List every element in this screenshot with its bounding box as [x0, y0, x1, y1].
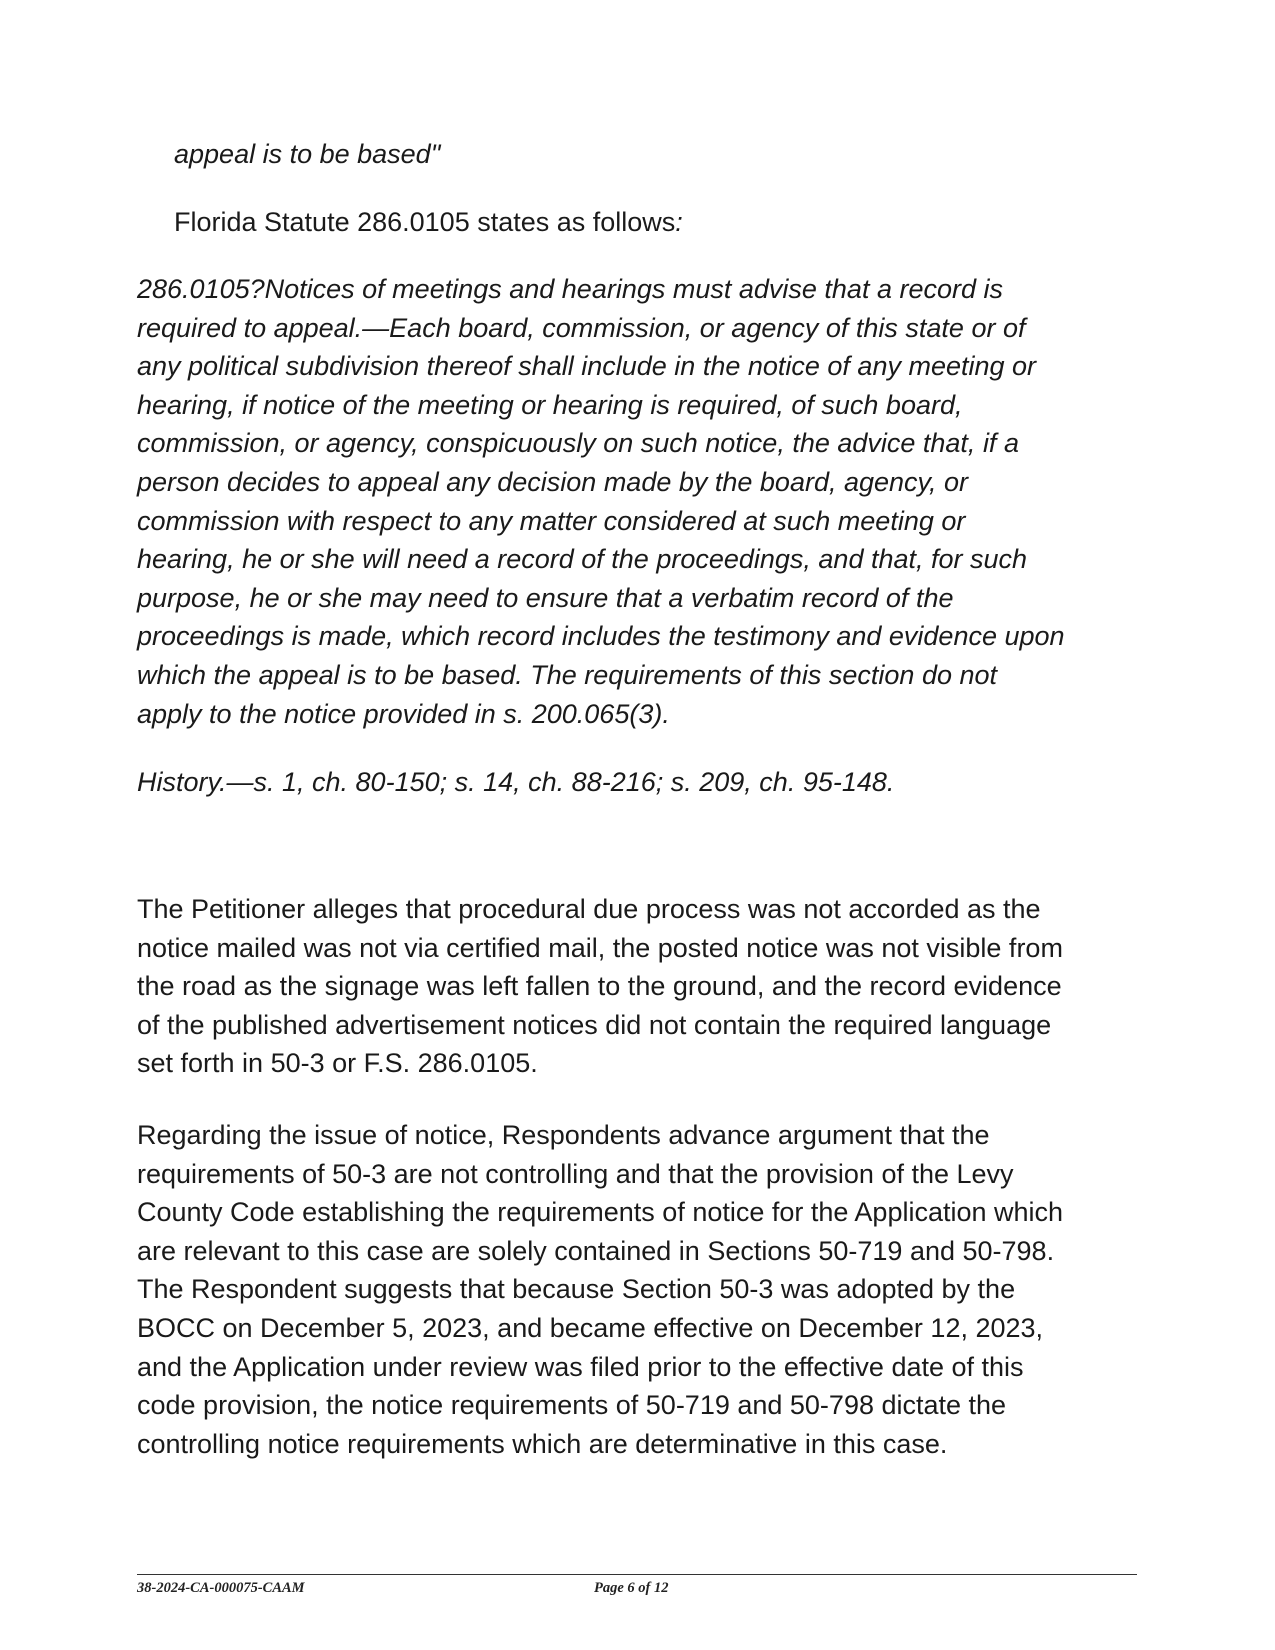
paragraph-line: are relevant to this case are solely contained in Sections 50-719 and 50-798. — [137, 1235, 1055, 1266]
statute-line: which the appeal is to be based. The requirements of this section do not — [137, 659, 998, 690]
statute-history: History.—s. 1, ch. 80-150; s. 14, ch. 88-216; s. 209, ch. 95-148. — [137, 767, 895, 797]
statute-line: required to appeal.—Each board, commission, or agency of this state or of — [137, 312, 1026, 343]
statute-line: 286.0105?Notices of meetings and hearings must advise that a record is — [137, 274, 1004, 304]
paragraph-line: County Code establishing the requirements of notice for the Application which — [137, 1197, 1064, 1228]
paragraph-petitioner-allegations — [137, 890, 1157, 1083]
statute-line: purpose, he or she may need to ensure that a verbatim record of the — [137, 582, 954, 613]
paragraph-line: and the Application under review was filed prior to the effective date of this — [137, 1351, 1024, 1382]
statute-intro-colon: : — [675, 207, 683, 237]
paragraph-line: BOCC on December 5, 2023, and became effective on December 12, 2023, — [137, 1312, 1044, 1343]
statute-line: proceedings is made, which record includes the testimony and evidence upon — [137, 621, 1065, 652]
statute-line: commission, or agency, conspicuously on such notice, the advice that, if a — [137, 428, 1019, 459]
footer-divider — [137, 1574, 1137, 1575]
statute-quotation — [137, 270, 1157, 733]
statute-line: hearing, he or she will need a record of the proceedings, and that, for such — [137, 544, 1028, 575]
paragraph-line: set forth in 50-3 or F.S. 286.0105. — [137, 1048, 538, 1079]
statute-line: commission with respect to any matter considered at such meeting or — [137, 505, 966, 536]
paragraph-line: The Petitioner alleges that procedural due process was not accorded as the — [137, 894, 1041, 924]
paragraph-respondent-argument — [137, 1116, 1157, 1463]
statute-line: person decides to appeal any decision made by the board, agency, or — [137, 466, 969, 497]
paragraph-line: notice mailed was not via certified mail, the posted notice was not visible from — [137, 932, 1063, 963]
statute-intro-text: Florida Statute 286.0105 states as follows — [174, 207, 676, 237]
footer-case-number: 38-2024-CA-000075-CAAM — [137, 1580, 305, 1596]
paragraph-line: the road as the signage was left fallen to the ground, and the record evidence — [137, 971, 1062, 1002]
paragraph-line: of the published advertisement notices did not contain the required language — [137, 1009, 1052, 1040]
statute-line: hearing, if notice of the meeting or hearing is required, of such board, — [137, 389, 963, 420]
statute-line: apply to the notice provided in s. 200.065(3). — [137, 698, 670, 729]
statute-intro — [174, 204, 683, 241]
paragraph-line: The Respondent suggests that because Section 50-3 was adopted by the — [137, 1274, 1016, 1305]
paragraph-line: controlling notice requirements which are determinative in this case. — [137, 1428, 948, 1459]
statute-line: any political subdivision thereof shall include in the notice of any meeting or — [137, 351, 1037, 382]
paragraph-line: requirements of 50-3 are not controlling and that the provision of the Levy — [137, 1158, 1014, 1189]
footer-page-number: Page 6 of 12 — [594, 1580, 669, 1596]
quote-continuation: appeal is to be based" — [174, 139, 441, 169]
paragraph-line: Regarding the issue of notice, Respondents advance argument that the — [137, 1120, 990, 1150]
paragraph-line: code provision, the notice requirements of 50-719 and 50-798 dictate the — [137, 1390, 1007, 1421]
